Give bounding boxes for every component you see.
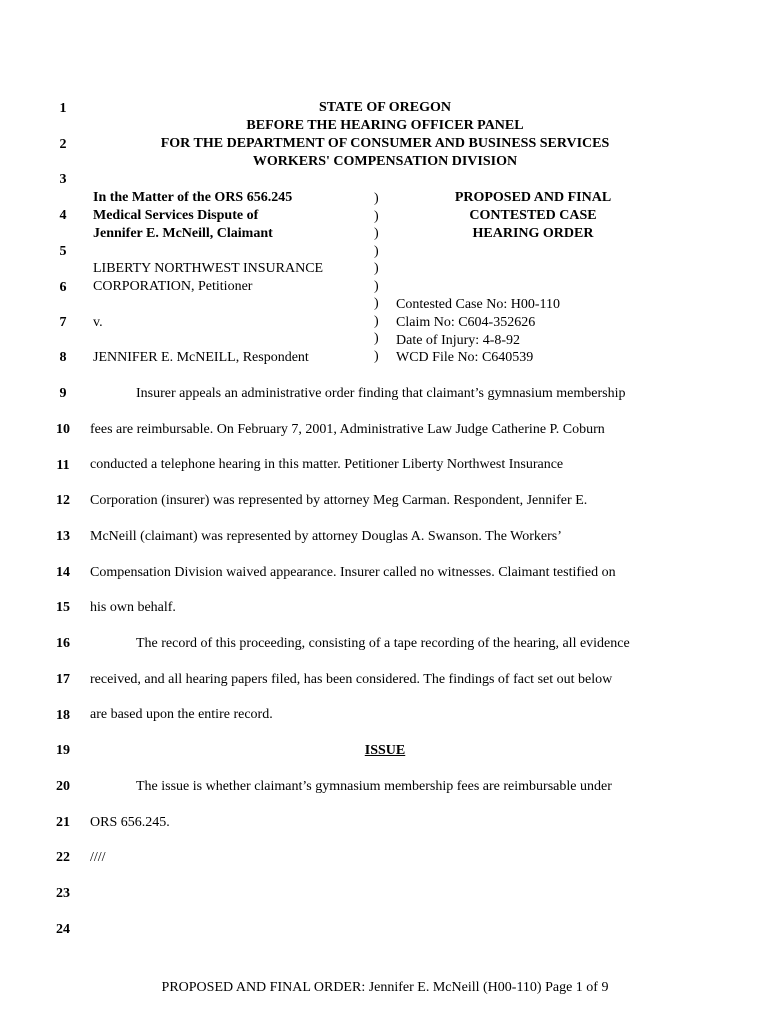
issue-line: The issue is whether claimant’s gymnasium membership fees are reimbursable under — [136, 779, 612, 794]
body-line: his own behalf. — [90, 600, 176, 615]
date-of-injury: Date of Injury: 4-8-92 — [396, 333, 521, 348]
line-number: 11 — [56, 458, 70, 473]
header-division: WORKERS' COMPENSATION DIVISION — [252, 154, 518, 169]
line-number: 2 — [59, 137, 67, 152]
caption-paren: ) — [374, 191, 379, 206]
line-number: 19 — [56, 743, 70, 758]
body-line: Insurer appeals an administrative order finding that claimant’s gymnasium membership — [136, 386, 626, 401]
line-number: 18 — [56, 708, 70, 723]
body-line: McNeill (claimant) was represented by attorney Douglas A. Swanson. The Workers’ — [90, 529, 562, 544]
caption-paren: ) — [374, 278, 379, 294]
caption-matter-line: Jennifer E. McNeill, Claimant — [93, 226, 273, 241]
line-number: 12 — [56, 493, 70, 508]
caption-matter-line: Medical Services Dispute of — [93, 208, 259, 223]
line-number: 22 — [56, 850, 70, 865]
claim-number: Claim No: C604-352626 — [396, 315, 536, 330]
order-title-line: HEARING ORDER — [472, 226, 594, 241]
line-number: 6 — [59, 280, 67, 295]
caption-paren: ) — [374, 313, 379, 329]
caption-paren: ) — [374, 261, 379, 276]
caption-paren: ) — [374, 226, 379, 241]
caption-paren: ) — [374, 348, 379, 364]
caption-insurer-line: LIBERTY NORTHWEST INSURANCE — [93, 261, 324, 276]
order-title-line: PROPOSED AND FINAL — [454, 190, 612, 205]
caption-respondent: JENNIFER E. McNEILL, Respondent — [93, 350, 309, 365]
line-number: 23 — [56, 886, 70, 901]
line-number: 20 — [56, 779, 70, 794]
line-number: 4 — [59, 208, 67, 223]
case-number: Contested Case No: H00-110 — [396, 297, 560, 312]
caption-matter-line: In the Matter of the ORS 656.245 — [93, 190, 293, 205]
line-number: 8 — [59, 350, 67, 365]
body-line: fees are reimbursable. On February 7, 2001, Administrative Law Judge Catherine P. Coburn — [90, 422, 605, 437]
caption-paren: ) — [374, 296, 379, 311]
line-number: 21 — [56, 815, 70, 830]
line-number: 14 — [56, 565, 70, 580]
issue-line: ORS 656.245. — [90, 815, 170, 830]
caption-insurer-line: CORPORATION, Petitioner — [93, 279, 253, 294]
caption-versus: v. — [93, 315, 103, 330]
issue-heading: ISSUE — [364, 743, 406, 758]
body-line: Corporation (insurer) was represented by attorney Meg Carman. Respondent, Jennifer E. — [90, 493, 588, 508]
continuation-slashes: //// — [90, 850, 106, 865]
wcd-file-number: WCD File No: C640539 — [396, 350, 534, 365]
line-number: 24 — [56, 922, 70, 937]
header-department: FOR THE DEPARTMENT OF CONSUMER AND BUSINESS SERVICES — [160, 136, 610, 151]
header-state: STATE OF OREGON — [319, 100, 451, 115]
line-number: 9 — [59, 386, 67, 401]
caption-paren: ) — [374, 208, 379, 224]
body-line: Compensation Division waived appearance. Insurer called no witnesses. Claimant testified on — [90, 565, 616, 580]
line-number: 1 — [59, 101, 67, 116]
body-line: The record of this proceeding, consisting of a tape recording of the hearing, all evidence — [136, 636, 630, 651]
line-number: 16 — [56, 636, 70, 651]
caption-paren: ) — [374, 243, 379, 259]
body-line: conducted a telephone hearing in this matter. Petitioner Liberty Northwest Insurance — [90, 457, 564, 472]
line-number: 5 — [59, 244, 67, 259]
caption-paren: ) — [374, 331, 379, 346]
line-number: 13 — [56, 529, 70, 544]
header-panel: BEFORE THE HEARING OFFICER PANEL — [246, 118, 524, 133]
line-number: 17 — [56, 672, 70, 687]
line-number: 7 — [59, 315, 67, 330]
line-number: 10 — [56, 422, 70, 437]
order-title-line: CONTESTED CASE — [469, 208, 597, 223]
line-number: 15 — [56, 600, 70, 615]
page-footer: PROPOSED AND FINAL ORDER: Jennifer E. McNeill (H00-110) Page 1 of 9 — [161, 980, 609, 995]
body-line: received, and all hearing papers filed, has been considered. The findings of fact set out below — [90, 672, 613, 687]
body-line: are based upon the entire record. — [90, 707, 273, 722]
line-number: 3 — [59, 172, 67, 187]
